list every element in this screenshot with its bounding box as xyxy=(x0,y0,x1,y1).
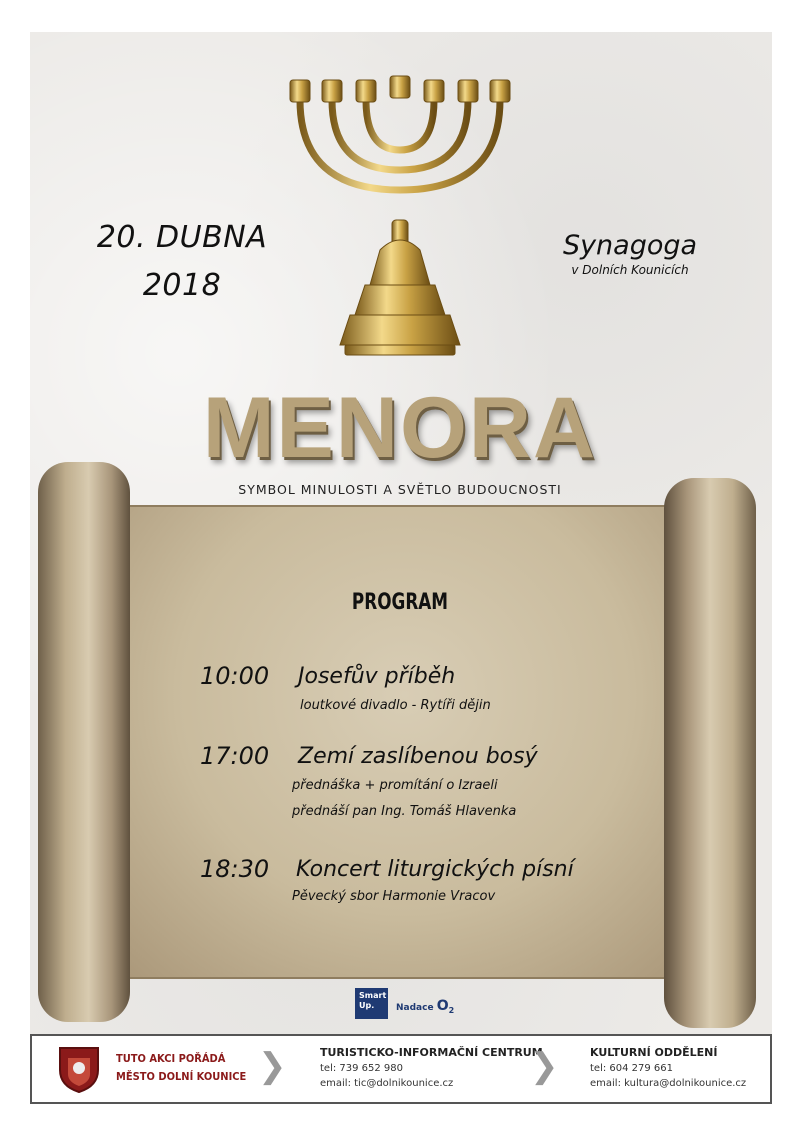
program-detail-2a: přednáška + promítání o Izraeli xyxy=(292,778,498,793)
venue-name: Synagoga xyxy=(562,230,698,261)
event-date xyxy=(92,214,272,310)
smartup-line2: Up. xyxy=(359,1001,375,1010)
culture-phone: tel: 604 279 661 xyxy=(590,1063,674,1074)
culture-email[interactable]: email: kultura@dolnikounice.cz xyxy=(590,1078,747,1089)
program-heading: PROGRAM xyxy=(351,590,449,615)
event-date-day: 20. DUBNA xyxy=(96,220,268,255)
tic-email[interactable]: email: tic@dolnikounice.cz xyxy=(320,1078,454,1089)
scroll-left-roll xyxy=(38,462,130,1022)
culture-title: KULTURNÍ ODDĚLENÍ xyxy=(590,1046,718,1059)
program-time-3: 18:30 xyxy=(200,855,270,883)
program-detail-1a: loutkové divadlo - Rytíři dějin xyxy=(300,698,491,713)
scroll-parchment xyxy=(110,505,700,979)
menorah-icon xyxy=(270,70,530,370)
smartup-logo xyxy=(355,988,388,1019)
program-detail-2b: přednáší pan Ing. Tomáš Hlavenka xyxy=(292,804,517,819)
o2-sub: 2 xyxy=(448,1005,455,1015)
event-date-year: 2018 xyxy=(142,268,222,303)
tic-title: TURISTICKO-INFORMAČNÍ CENTRUM xyxy=(320,1046,543,1059)
program-title-2: Zemí zaslíbenou bosý xyxy=(298,744,538,769)
coat-of-arms-icon xyxy=(56,1044,102,1094)
program-title-3: Koncert liturgických písní xyxy=(296,857,574,882)
o2-label: O xyxy=(436,998,449,1014)
event-venue xyxy=(540,230,720,277)
program-time-1: 10:00 xyxy=(200,662,270,690)
scroll-right-roll xyxy=(664,478,756,1028)
nadace-o2-logo xyxy=(396,998,454,1015)
chevron-right-icon: ❯ xyxy=(530,1046,559,1086)
program-title-1: Josefův příběh xyxy=(298,664,456,689)
poster-subtitle: SYMBOL MINULOSTI A SVĚTLO BUDOUCNOSTI xyxy=(238,482,562,497)
tic-phone: tel: 739 652 980 xyxy=(320,1063,404,1074)
smartup-line1: Smart xyxy=(359,991,387,1000)
chevron-right-icon: ❯ xyxy=(258,1046,287,1086)
program-detail-3a: Pěvecký sbor Harmonie Vracov xyxy=(292,889,496,904)
organizer-line2: MĚSTO DOLNÍ KOUNICE xyxy=(116,1070,247,1083)
venue-location: v Dolních Kounicích xyxy=(571,263,689,277)
nadace-label: Nadace xyxy=(396,1003,434,1013)
organizer-line1: TUTO AKCI POŘÁDÁ xyxy=(116,1052,226,1065)
program-time-2: 17:00 xyxy=(200,742,270,770)
poster-title: MENORA xyxy=(202,380,598,476)
